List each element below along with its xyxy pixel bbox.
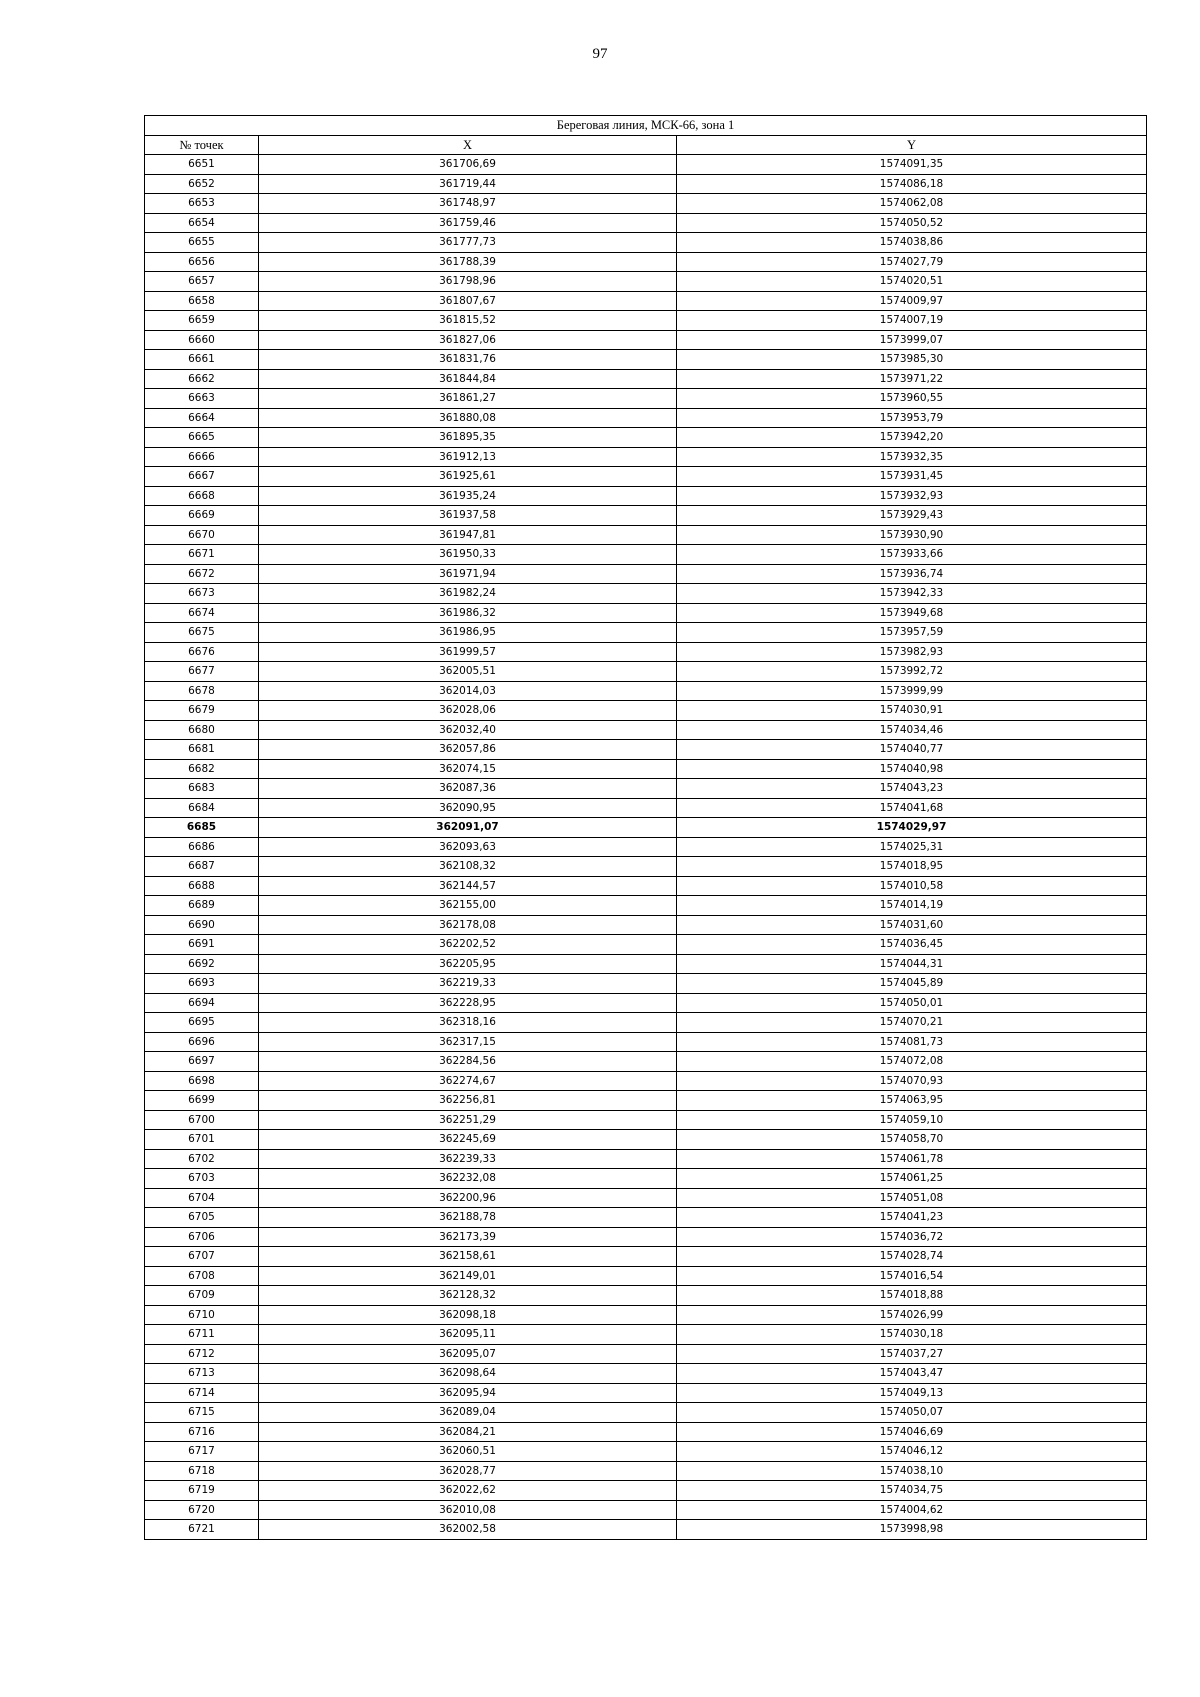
- table-row: [145, 233, 1147, 253]
- cell-y: 1574029,97: [677, 818, 1147, 838]
- cell-y: 1574034,46: [677, 720, 1147, 740]
- cell-y: 1574081,73: [677, 1032, 1147, 1052]
- cell-x: 361937,58: [259, 506, 677, 526]
- table-title-row: [145, 116, 1147, 136]
- page-number: 97: [592, 46, 608, 62]
- cell-point-number: 6721: [145, 1520, 259, 1540]
- cell-y: 1574043,23: [677, 779, 1147, 799]
- table-row: [145, 564, 1147, 584]
- table-row: [145, 1403, 1147, 1423]
- cell-point-number: 6674: [145, 603, 259, 623]
- table-row: [145, 896, 1147, 916]
- cell-x: 362093,63: [259, 837, 677, 857]
- cell-y: 1574018,95: [677, 857, 1147, 877]
- table-row: [145, 876, 1147, 896]
- cell-point-number: 6689: [145, 896, 259, 916]
- table-row: [145, 584, 1147, 604]
- cell-x: 362091,07: [259, 818, 677, 838]
- table-row: [145, 1013, 1147, 1033]
- table-row: [145, 389, 1147, 409]
- cell-x: 362057,86: [259, 740, 677, 760]
- cell-point-number: 6656: [145, 252, 259, 272]
- cell-y: 1574036,72: [677, 1227, 1147, 1247]
- table-row: [145, 174, 1147, 194]
- cell-x: 362028,06: [259, 701, 677, 721]
- cell-y: 1574046,12: [677, 1442, 1147, 1462]
- cell-point-number: 6655: [145, 233, 259, 253]
- cell-x: 362074,15: [259, 759, 677, 779]
- cell-y: 1574009,97: [677, 291, 1147, 311]
- table-row: [145, 837, 1147, 857]
- table-row: [145, 1091, 1147, 1111]
- cell-x: 362128,32: [259, 1286, 677, 1306]
- cell-x: 361798,96: [259, 272, 677, 292]
- cell-y: 1574070,93: [677, 1071, 1147, 1091]
- cell-point-number: 6719: [145, 1481, 259, 1501]
- table-row: [145, 701, 1147, 721]
- cell-x: 362095,07: [259, 1344, 677, 1364]
- cell-x: 361827,06: [259, 330, 677, 350]
- table-row: [145, 525, 1147, 545]
- cell-point-number: 6700: [145, 1110, 259, 1130]
- cell-point-number: 6653: [145, 194, 259, 214]
- cell-point-number: 6671: [145, 545, 259, 565]
- cell-y: 1574038,86: [677, 233, 1147, 253]
- table-row: [145, 993, 1147, 1013]
- cell-point-number: 6654: [145, 213, 259, 233]
- cell-x: 362090,95: [259, 798, 677, 818]
- table-body: [145, 155, 1147, 1540]
- cell-y: 1573932,93: [677, 486, 1147, 506]
- cell-point-number: 6708: [145, 1266, 259, 1286]
- cell-x: 362200,96: [259, 1188, 677, 1208]
- cell-x: 362022,62: [259, 1481, 677, 1501]
- cell-y: 1574063,95: [677, 1091, 1147, 1111]
- cell-y: 1574034,75: [677, 1481, 1147, 1501]
- cell-x: 361935,24: [259, 486, 677, 506]
- cell-y: 1573971,22: [677, 369, 1147, 389]
- cell-point-number: 6663: [145, 389, 259, 409]
- cell-x: 361844,84: [259, 369, 677, 389]
- table-row: [145, 369, 1147, 389]
- cell-y: 1574014,19: [677, 896, 1147, 916]
- table-row: [145, 1188, 1147, 1208]
- cell-point-number: 6717: [145, 1442, 259, 1462]
- cell-y: 1573929,43: [677, 506, 1147, 526]
- cell-point-number: 6716: [145, 1422, 259, 1442]
- cell-y: 1574025,31: [677, 837, 1147, 857]
- table-row: [145, 1442, 1147, 1462]
- cell-y: 1574020,51: [677, 272, 1147, 292]
- column-header-y: Y: [677, 135, 1147, 155]
- cell-point-number: 6681: [145, 740, 259, 760]
- cell-x: 362228,95: [259, 993, 677, 1013]
- cell-x: 362317,15: [259, 1032, 677, 1052]
- cell-x: 362318,16: [259, 1013, 677, 1033]
- table-row: [145, 1461, 1147, 1481]
- cell-point-number: 6657: [145, 272, 259, 292]
- cell-y: 1573942,33: [677, 584, 1147, 604]
- cell-point-number: 6706: [145, 1227, 259, 1247]
- cell-point-number: 6705: [145, 1208, 259, 1228]
- cell-y: 1573953,79: [677, 408, 1147, 428]
- cell-point-number: 6691: [145, 935, 259, 955]
- cell-x: 362232,08: [259, 1169, 677, 1189]
- cell-point-number: 6692: [145, 954, 259, 974]
- cell-x: 362245,69: [259, 1130, 677, 1150]
- cell-y: 1574050,07: [677, 1403, 1147, 1423]
- cell-y: 1574026,99: [677, 1305, 1147, 1325]
- cell-x: 362095,94: [259, 1383, 677, 1403]
- cell-x: 362274,67: [259, 1071, 677, 1091]
- table-row: [145, 1481, 1147, 1501]
- cell-y: 1573933,66: [677, 545, 1147, 565]
- table-row: [145, 642, 1147, 662]
- table-row: [145, 1208, 1147, 1228]
- table-row: [145, 681, 1147, 701]
- cell-x: 362014,03: [259, 681, 677, 701]
- table-row: [145, 1520, 1147, 1540]
- column-header-point-number: № точек: [145, 135, 259, 155]
- table-title: Береговая линия, МСК-66, зона 1: [145, 116, 1147, 136]
- table-row: [145, 662, 1147, 682]
- table-row: [145, 291, 1147, 311]
- cell-y: 1573999,07: [677, 330, 1147, 350]
- table-row: [145, 1071, 1147, 1091]
- table-row: [145, 1325, 1147, 1345]
- table-row: [145, 798, 1147, 818]
- table-row: [145, 311, 1147, 331]
- cell-y: 1573998,98: [677, 1520, 1147, 1540]
- table-row: [145, 603, 1147, 623]
- table-row: [145, 213, 1147, 233]
- cell-y: 1573931,45: [677, 467, 1147, 487]
- cell-point-number: 6661: [145, 350, 259, 370]
- cell-x: 362178,08: [259, 915, 677, 935]
- table-row: [145, 623, 1147, 643]
- cell-x: 361986,95: [259, 623, 677, 643]
- cell-point-number: 6707: [145, 1247, 259, 1267]
- table-row: [145, 272, 1147, 292]
- cell-x: 362087,36: [259, 779, 677, 799]
- cell-y: 1574091,35: [677, 155, 1147, 175]
- cell-y: 1573949,68: [677, 603, 1147, 623]
- table-row: [145, 1149, 1147, 1169]
- cell-y: 1574018,88: [677, 1286, 1147, 1306]
- cell-y: 1573932,35: [677, 447, 1147, 467]
- cell-x: 361880,08: [259, 408, 677, 428]
- cell-point-number: 6685: [145, 818, 259, 838]
- cell-x: 362158,61: [259, 1247, 677, 1267]
- cell-x: 361807,67: [259, 291, 677, 311]
- cell-x: 362032,40: [259, 720, 677, 740]
- cell-point-number: 6704: [145, 1188, 259, 1208]
- cell-point-number: 6673: [145, 584, 259, 604]
- table-row: [145, 486, 1147, 506]
- cell-point-number: 6682: [145, 759, 259, 779]
- cell-x: 361925,61: [259, 467, 677, 487]
- table-header-row: [145, 135, 1147, 155]
- cell-point-number: 6667: [145, 467, 259, 487]
- cell-point-number: 6684: [145, 798, 259, 818]
- table-row: [145, 447, 1147, 467]
- cell-point-number: 6666: [145, 447, 259, 467]
- cell-point-number: 6680: [145, 720, 259, 740]
- cell-y: 1573936,74: [677, 564, 1147, 584]
- table-row: [145, 1364, 1147, 1384]
- table-row: [145, 720, 1147, 740]
- cell-x: 362028,77: [259, 1461, 677, 1481]
- table-row: [145, 194, 1147, 214]
- cell-x: 362002,58: [259, 1520, 677, 1540]
- cell-x: 361861,27: [259, 389, 677, 409]
- cell-y: 1574007,19: [677, 311, 1147, 331]
- cell-point-number: 6670: [145, 525, 259, 545]
- cell-x: 361719,44: [259, 174, 677, 194]
- cell-x: 361986,32: [259, 603, 677, 623]
- cell-y: 1574036,45: [677, 935, 1147, 955]
- column-header-x: X: [259, 135, 677, 155]
- cell-x: 362010,08: [259, 1500, 677, 1520]
- cell-x: 362219,33: [259, 974, 677, 994]
- cell-point-number: 6665: [145, 428, 259, 448]
- cell-point-number: 6701: [145, 1130, 259, 1150]
- cell-y: 1574043,47: [677, 1364, 1147, 1384]
- cell-x: 361999,57: [259, 642, 677, 662]
- table-row: [145, 1052, 1147, 1072]
- cell-point-number: 6713: [145, 1364, 259, 1384]
- cell-y: 1574086,18: [677, 174, 1147, 194]
- table-row: [145, 545, 1147, 565]
- cell-x: 362144,57: [259, 876, 677, 896]
- cell-point-number: 6658: [145, 291, 259, 311]
- coordinates-table: [144, 115, 1147, 1540]
- table-row: [145, 915, 1147, 935]
- cell-y: 1574059,10: [677, 1110, 1147, 1130]
- table-row: [145, 350, 1147, 370]
- cell-x: 362005,51: [259, 662, 677, 682]
- table-row: [145, 252, 1147, 272]
- table-row: [145, 1110, 1147, 1130]
- cell-point-number: 6711: [145, 1325, 259, 1345]
- cell-point-number: 6690: [145, 915, 259, 935]
- cell-y: 1574030,18: [677, 1325, 1147, 1345]
- cell-x: 362089,04: [259, 1403, 677, 1423]
- cell-y: 1574061,78: [677, 1149, 1147, 1169]
- cell-y: 1573982,93: [677, 642, 1147, 662]
- table-row: [145, 857, 1147, 877]
- cell-x: 361895,35: [259, 428, 677, 448]
- cell-x: 362202,52: [259, 935, 677, 955]
- cell-x: 361831,76: [259, 350, 677, 370]
- cell-point-number: 6662: [145, 369, 259, 389]
- cell-point-number: 6710: [145, 1305, 259, 1325]
- table-row: [145, 759, 1147, 779]
- cell-point-number: 6697: [145, 1052, 259, 1072]
- cell-x: 361971,94: [259, 564, 677, 584]
- cell-point-number: 6651: [145, 155, 259, 175]
- cell-y: 1574041,68: [677, 798, 1147, 818]
- cell-point-number: 6698: [145, 1071, 259, 1091]
- cell-point-number: 6714: [145, 1383, 259, 1403]
- cell-x: 362205,95: [259, 954, 677, 974]
- table-row: [145, 1422, 1147, 1442]
- cell-y: 1574010,58: [677, 876, 1147, 896]
- cell-y: 1574061,25: [677, 1169, 1147, 1189]
- cell-y: 1574031,60: [677, 915, 1147, 935]
- cell-y: 1574016,54: [677, 1266, 1147, 1286]
- cell-y: 1573992,72: [677, 662, 1147, 682]
- cell-y: 1574028,74: [677, 1247, 1147, 1267]
- cell-x: 362251,29: [259, 1110, 677, 1130]
- table-row: [145, 330, 1147, 350]
- cell-point-number: 6702: [145, 1149, 259, 1169]
- table-row: [145, 740, 1147, 760]
- table-row: [145, 1266, 1147, 1286]
- cell-y: 1574072,08: [677, 1052, 1147, 1072]
- cell-y: 1573960,55: [677, 389, 1147, 409]
- table-row: [145, 1247, 1147, 1267]
- table-row: [145, 974, 1147, 994]
- table-row: [145, 506, 1147, 526]
- cell-y: 1574040,77: [677, 740, 1147, 760]
- cell-y: 1573985,30: [677, 350, 1147, 370]
- cell-x: 361912,13: [259, 447, 677, 467]
- table-row: [145, 954, 1147, 974]
- cell-x: 361815,52: [259, 311, 677, 331]
- cell-x: 361947,81: [259, 525, 677, 545]
- table-row: [145, 1344, 1147, 1364]
- cell-point-number: 6683: [145, 779, 259, 799]
- cell-point-number: 6696: [145, 1032, 259, 1052]
- cell-point-number: 6659: [145, 311, 259, 331]
- cell-y: 1574037,27: [677, 1344, 1147, 1364]
- cell-y: 1573999,99: [677, 681, 1147, 701]
- cell-x: 361777,73: [259, 233, 677, 253]
- cell-point-number: 6688: [145, 876, 259, 896]
- cell-y: 1574046,69: [677, 1422, 1147, 1442]
- cell-x: 362256,81: [259, 1091, 677, 1111]
- cell-y: 1574051,08: [677, 1188, 1147, 1208]
- cell-x: 362284,56: [259, 1052, 677, 1072]
- table-row: [145, 408, 1147, 428]
- cell-point-number: 6669: [145, 506, 259, 526]
- cell-y: 1574049,13: [677, 1383, 1147, 1403]
- cell-y: 1574062,08: [677, 194, 1147, 214]
- cell-x: 362173,39: [259, 1227, 677, 1247]
- cell-y: 1574027,79: [677, 252, 1147, 272]
- cell-y: 1574058,70: [677, 1130, 1147, 1150]
- cell-y: 1574004,62: [677, 1500, 1147, 1520]
- table-row: [145, 818, 1147, 838]
- cell-x: 362060,51: [259, 1442, 677, 1462]
- cell-point-number: 6664: [145, 408, 259, 428]
- table-row: [145, 1500, 1147, 1520]
- cell-point-number: 6675: [145, 623, 259, 643]
- table-row: [145, 428, 1147, 448]
- cell-point-number: 6686: [145, 837, 259, 857]
- cell-x: 362084,21: [259, 1422, 677, 1442]
- cell-point-number: 6660: [145, 330, 259, 350]
- cell-y: 1574040,98: [677, 759, 1147, 779]
- cell-y: 1574038,10: [677, 1461, 1147, 1481]
- cell-y: 1574041,23: [677, 1208, 1147, 1228]
- cell-x: 362098,18: [259, 1305, 677, 1325]
- table-row: [145, 779, 1147, 799]
- table-row: [145, 1169, 1147, 1189]
- cell-y: 1574050,52: [677, 213, 1147, 233]
- cell-point-number: 6672: [145, 564, 259, 584]
- cell-x: 362098,64: [259, 1364, 677, 1384]
- cell-y: 1574050,01: [677, 993, 1147, 1013]
- cell-x: 362108,32: [259, 857, 677, 877]
- cell-point-number: 6652: [145, 174, 259, 194]
- cell-x: 362095,11: [259, 1325, 677, 1345]
- cell-x: 362149,01: [259, 1266, 677, 1286]
- table-row: [145, 1305, 1147, 1325]
- table-row: [145, 1286, 1147, 1306]
- cell-x: 361759,46: [259, 213, 677, 233]
- cell-x: 361706,69: [259, 155, 677, 175]
- cell-x: 361950,33: [259, 545, 677, 565]
- cell-point-number: 6720: [145, 1500, 259, 1520]
- cell-y: 1574044,31: [677, 954, 1147, 974]
- cell-point-number: 6715: [145, 1403, 259, 1423]
- cell-y: 1573942,20: [677, 428, 1147, 448]
- cell-point-number: 6676: [145, 642, 259, 662]
- table-row: [145, 935, 1147, 955]
- cell-point-number: 6668: [145, 486, 259, 506]
- table-row: [145, 155, 1147, 175]
- cell-point-number: 6679: [145, 701, 259, 721]
- cell-y: 1574045,89: [677, 974, 1147, 994]
- table-row: [145, 1032, 1147, 1052]
- table-row: [145, 1130, 1147, 1150]
- cell-y: 1573930,90: [677, 525, 1147, 545]
- cell-point-number: 6709: [145, 1286, 259, 1306]
- table-row: [145, 1227, 1147, 1247]
- cell-point-number: 6687: [145, 857, 259, 877]
- table-row: [145, 1383, 1147, 1403]
- cell-point-number: 6699: [145, 1091, 259, 1111]
- cell-point-number: 6694: [145, 993, 259, 1013]
- cell-point-number: 6693: [145, 974, 259, 994]
- table-row: [145, 467, 1147, 487]
- cell-point-number: 6712: [145, 1344, 259, 1364]
- cell-y: 1573957,59: [677, 623, 1147, 643]
- cell-point-number: 6678: [145, 681, 259, 701]
- cell-point-number: 6677: [145, 662, 259, 682]
- cell-x: 361982,24: [259, 584, 677, 604]
- cell-x: 361788,39: [259, 252, 677, 272]
- cell-y: 1574030,91: [677, 701, 1147, 721]
- cell-x: 362155,00: [259, 896, 677, 916]
- cell-point-number: 6703: [145, 1169, 259, 1189]
- cell-x: 362239,33: [259, 1149, 677, 1169]
- cell-y: 1574070,21: [677, 1013, 1147, 1033]
- cell-point-number: 6695: [145, 1013, 259, 1033]
- cell-x: 361748,97: [259, 194, 677, 214]
- cell-point-number: 6718: [145, 1461, 259, 1481]
- cell-x: 362188,78: [259, 1208, 677, 1228]
